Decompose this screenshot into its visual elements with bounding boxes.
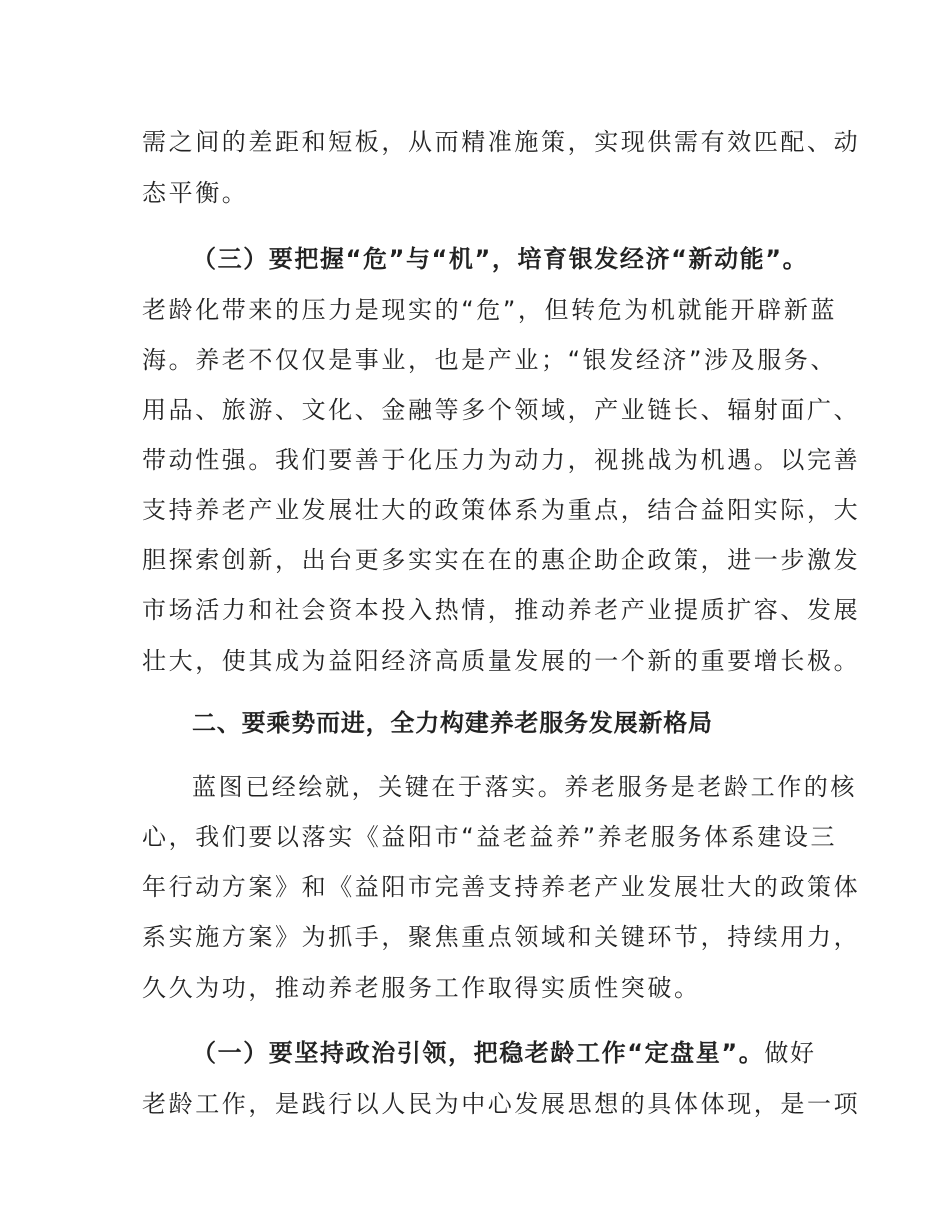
- paragraph-line: 支持养老产业发展壮大的政策体系为重点，结合益阳实际，大: [142, 496, 861, 524]
- paragraph-line: 蓝图已经绘就，关键在于落实。养老服务是老龄工作的核: [192, 773, 857, 801]
- section-heading: 二、要乘势而进，全力构建养老服务发展新格局: [192, 709, 713, 737]
- paragraph-line: 胆探索创新，出台更多实实在在的惠企助企政策，进一步激发: [142, 546, 861, 574]
- paragraph-line: 海。养老不仅仅是事业，也是产业；“银发经济”涉及服务、: [142, 346, 838, 374]
- paragraph-line: 态平衡。: [142, 179, 249, 207]
- paragraph-line: 老龄工作，是践行以人民为中心发展思想的具体体现，是一项: [142, 1090, 861, 1118]
- paragraph-line: 带动性强。我们要善于化压力为动力，视挑战为机遇。以完善: [142, 446, 861, 474]
- paragraph-line: 老龄化带来的压力是现实的“危”，但转危为机就能开辟新蓝: [142, 296, 838, 324]
- paragraph-line: 年行动方案》和《益阳市完善支持养老产业发展壮大的政策体: [142, 873, 861, 901]
- paragraph-line: 久久为功，推动养老服务工作取得实质性突破。: [142, 974, 701, 1002]
- paragraph-line: 壮大，使其成为益阳经济高质量发展的一个新的重要增长极。: [142, 647, 861, 675]
- subsection-heading: （一）要坚持政治引领，把稳老龄工作“定盘星”。: [192, 1039, 765, 1067]
- paragraph-line: 市场活力和社会资本投入热情，推动养老产业提质扩容、发展: [142, 596, 861, 624]
- paragraph-line: 心，我们要以落实《益阳市“益老益养”养老服务体系建设三: [142, 823, 838, 851]
- paragraph-line: 系实施方案》为抓手，聚焦重点领域和关键环节，持续用力，: [142, 923, 861, 951]
- subsection-heading: （三）要把握“危”与“机”，培育银发经济“新动能”。: [192, 245, 809, 273]
- paragraph-line: 用品、旅游、文化、金融等多个领域，产业链长、辐射面广、: [142, 396, 861, 424]
- paragraph-line: 需之间的差距和短板，从而精准施策，实现供需有效匹配、动: [142, 128, 861, 156]
- subsection-line: [192, 1037, 816, 1069]
- subsection-lead-tail: 做好: [764, 1039, 816, 1067]
